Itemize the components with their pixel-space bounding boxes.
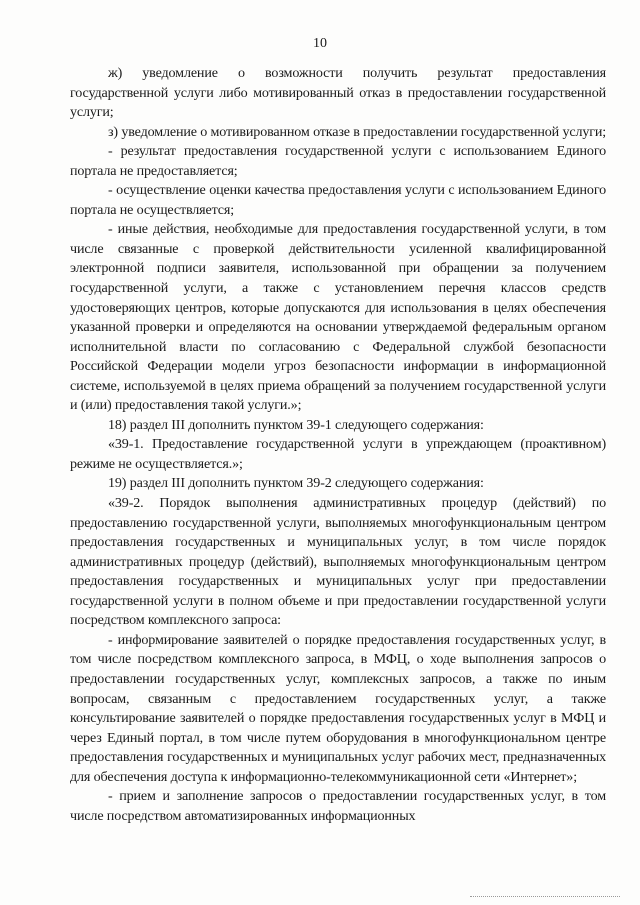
paragraph-item-z: з) уведомление о мотивированном отказе в предоставлении государственной услуги; [108, 123, 607, 140]
paragraph-amendment-19: 19) раздел III дополнить пунктом 39-2 следующего содержания: [108, 475, 484, 492]
paragraph-clause-39-2: «39-2. Порядок выполнения административных процедур (действий) по предоставлению государственной услуги, выполняемых многофункциональным центром предоставления государственных и муниципальных услуг, в том числе порядок административных процедур (действий), выполняемых многофункциональным центром предоставления государственных и муниципальных услуг при предоставлении государственной услуги в полном объеме и при предоставлении государственной услуги посредством комплексного запроса: [70, 495, 606, 629]
paragraph-result-not-provided: - результат предоставления государственной услуги с использованием Единого портала не предоставляется; [70, 143, 606, 179]
paragraph-clause-39-1: «39-1. Предоставление государственной услуги в упреждающем (проактивном) режиме не осуществляется.»; [70, 436, 606, 472]
paragraph-informing-applicants: - информирование заявителей о порядке предоставления государственных услуг, в том числе посредством комплексного запроса, в МФЦ, о ходе выполнения запросов о предоставлении государственных услуг, комплексных запросов, а также по иным вопросам, связанным с предоставлением государственных услуг, а также консультирование заявителей о порядке предоставления государственных услуг в МФЦ и через Единый портал, в том числе путем оборудования в многофункциональном центре предоставления государственных и муниципальных услуг рабочих мест, предназначенных для обеспечения доступа к информационно-телекоммуникационной сети «Интернет»; [70, 631, 606, 785]
paragraph-item-zh: ж) уведомление о возможности получить результат предоставления государственной услуги либо мотивированный отказ в предоставлении государственной услуги; [70, 65, 606, 121]
paragraph-other-actions: - иные действия, необходимые для предоставления государственной услуги, в том числе связанные с проверкой действительности усиленной квалифицированной электронной подписи заявителя, использованной при обращении за получением государственной услуги, а также с установлением перечня классов средств удостоверяющих центров, которые допускаются для использования в целях обеспечения указанной проверки и определяются на основании утверждаемой федеральным органом исполнительной власти по согласованию с Федеральной службой безопасности Российской Федерации модели угроз безопасности информации в информационной системе, используемой в целях приема обращений за получением государственной услуги и (или) предоставления такой услуги.»; [70, 221, 606, 414]
paragraph-quality-assessment: - осуществление оценки качества предоставления услуги с использованием Единого портала не осуществляется; [70, 182, 606, 218]
paragraph-receiving-requests: - прием и заполнение запросов о предоставлении государственных услуг, в том числе посредством автоматизированных информационных [70, 788, 606, 824]
document-body [70, 64, 606, 826]
page-number: 10 [313, 36, 327, 51]
footer-divider [470, 896, 620, 897]
paragraph-amendment-18: 18) раздел III дополнить пунктом 39-1 следующего содержания: [108, 416, 484, 433]
